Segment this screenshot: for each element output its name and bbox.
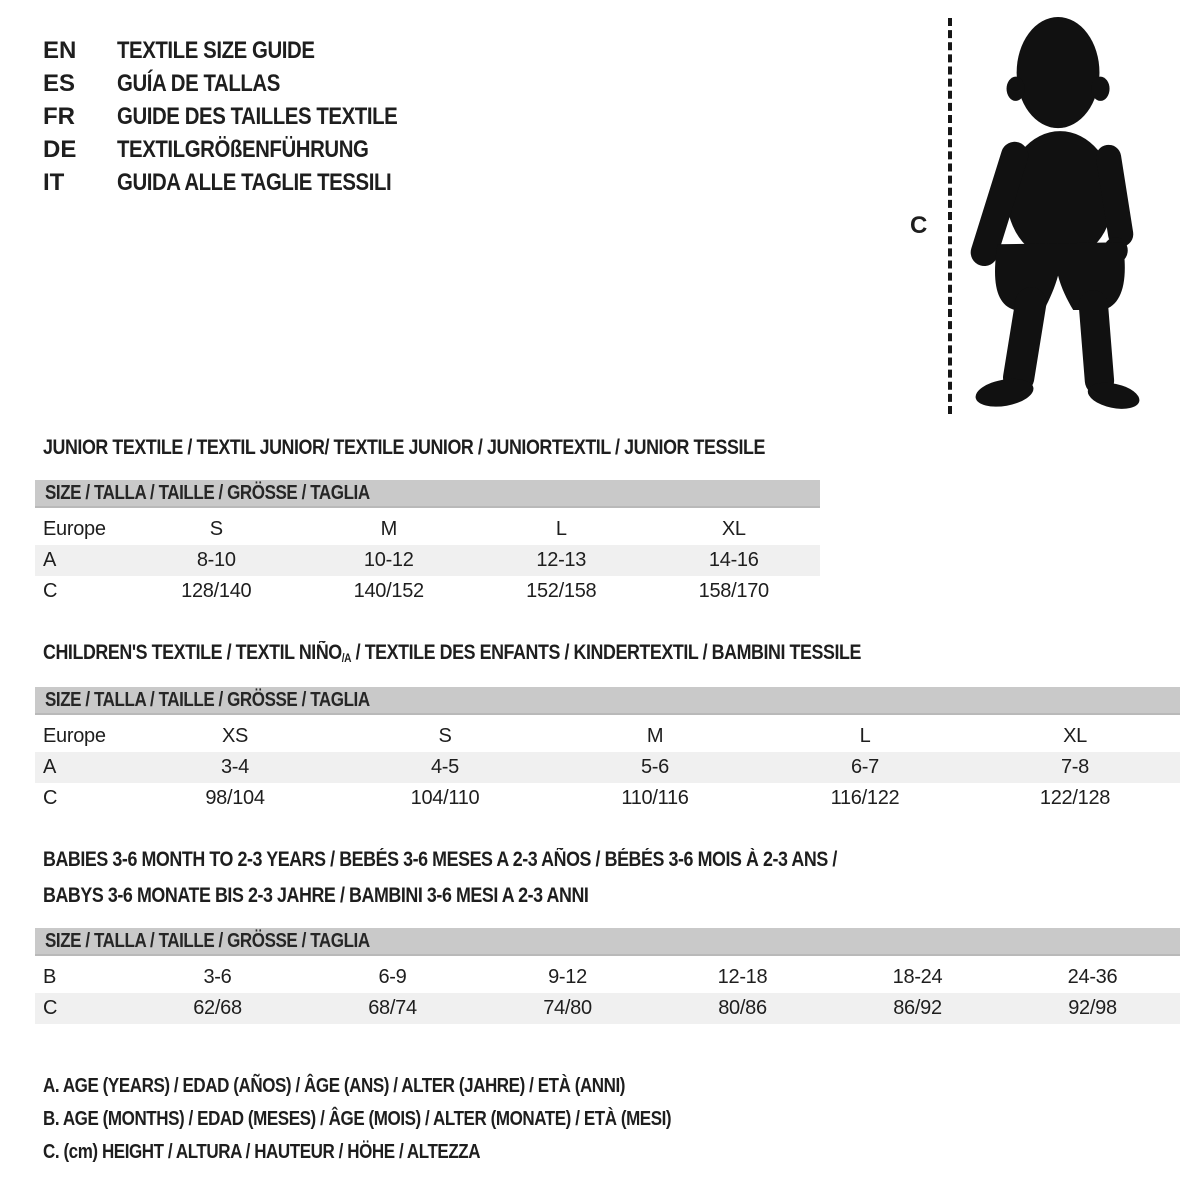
table-row-a — [35, 545, 820, 576]
size-cell: L — [859, 725, 871, 747]
legend-line-text: C. (cm) HEIGHT / ALTURA / HAUTEUR / HÖHE / ALTEZZA — [43, 1141, 481, 1163]
row-label: Europe — [43, 725, 106, 747]
title-segment: / TEXTILE DES ENFANTS / KINDERTEXTIL / BAMBINI TESSILE — [351, 641, 861, 664]
size-cell: 116/122 — [830, 787, 900, 809]
row-label: A — [43, 756, 57, 778]
section-title-text — [43, 842, 837, 878]
language-title-list — [43, 34, 447, 199]
size-cell: 62/68 — [193, 997, 242, 1019]
size-cell: 122/128 — [1039, 787, 1111, 809]
size-cell: 12-18 — [717, 966, 768, 988]
size-rows — [35, 721, 1180, 814]
size-cell: 80/86 — [718, 997, 767, 1019]
language-title — [117, 100, 447, 133]
height-measure-dashed-line — [948, 18, 952, 414]
size-cell: 5-6 — [640, 756, 669, 778]
row-label: C — [43, 997, 58, 1019]
section-title-babies — [35, 842, 1180, 878]
size-cell: 6-7 — [850, 756, 879, 778]
size-cell: 24-36 — [1067, 966, 1118, 988]
size-header-label: SIZE / TALLA / TAILLE / GRÖSSE / TAGLIA — [45, 481, 370, 504]
language-title-text: TEXTILGRÖßENFÜHRUNG — [117, 136, 369, 163]
language-title-text: GUÍA DE TALLAS — [117, 70, 280, 97]
row-label: Europe — [43, 518, 106, 540]
table-row-c — [35, 576, 820, 607]
table-row-europe — [35, 514, 820, 545]
size-cell: 152/158 — [526, 580, 597, 602]
size-cell: 10-12 — [363, 549, 414, 571]
size-cell: 68/74 — [368, 997, 417, 1019]
legend-line-c — [43, 1136, 1180, 1169]
language-title-text: TEXTILE SIZE GUIDE — [117, 37, 315, 64]
legend-line-a — [43, 1070, 1180, 1103]
size-cell: 128/140 — [181, 580, 252, 602]
title-subscript: /A — [341, 651, 352, 665]
size-cell: XL — [721, 518, 746, 540]
size-header-label: SIZE / TALLA / TAILLE / GRÖSSE / TAGLIA — [45, 929, 370, 952]
size-tables — [35, 430, 1180, 1024]
size-header-bar — [35, 687, 1180, 715]
size-cell: 74/80 — [543, 997, 592, 1019]
size-table-children — [35, 687, 1180, 814]
size-cell: 104/110 — [410, 787, 480, 809]
size-header-bar — [35, 928, 1180, 956]
language-code: DE — [43, 136, 77, 163]
language-row-en — [43, 34, 447, 67]
size-cell: M — [646, 725, 664, 747]
legend-line-text: A. AGE (YEARS) / EDAD (AÑOS) / ÂGE (ANS) / ALTER (JAHRE) / ETÀ (ANNI) — [43, 1075, 626, 1097]
language-title — [117, 34, 349, 67]
size-cell: 86/92 — [893, 997, 942, 1019]
size-table-junior — [35, 480, 820, 607]
row-label: C — [43, 580, 58, 602]
size-cell: 7-8 — [1060, 756, 1089, 778]
language-code: IT — [43, 169, 65, 196]
size-table-babies — [35, 928, 1180, 1024]
size-cell: L — [555, 518, 567, 540]
size-cell: 12-13 — [536, 549, 587, 571]
language-row-de — [43, 133, 447, 166]
toddler-silhouette-icon — [962, 12, 1144, 416]
title-segment: JUNIOR TEXTILE / TEXTIL JUNIOR/ TEXTILE JUNIOR / JUNIORTEXTIL / JUNIOR TESSILE — [43, 436, 765, 459]
language-code: FR — [43, 103, 75, 130]
table-row-b — [35, 962, 1180, 993]
legend-line-b — [43, 1103, 1180, 1136]
size-header-label: SIZE / TALLA / TAILLE / GRÖSSE / TAGLIA — [45, 688, 370, 711]
size-header-bar — [35, 480, 820, 508]
title-segment: CHILDREN'S TEXTILE / TEXTIL NIÑO — [43, 641, 342, 664]
row-label: C — [43, 787, 58, 809]
section-children — [35, 635, 1180, 814]
language-title — [117, 133, 413, 166]
height-measure-label: C — [910, 212, 928, 239]
size-cell: 140/152 — [353, 580, 424, 602]
language-code: ES — [43, 70, 76, 97]
size-cell: S — [438, 725, 452, 747]
size-cell: 14-16 — [708, 549, 759, 571]
section-title-text — [43, 430, 765, 466]
size-cell: 18-24 — [892, 966, 943, 988]
title-segment: BABIES 3-6 MONTH TO 2-3 YEARS / BEBÉS 3-6 MESES A 2-3 AÑOS / BÉBÉS 3-6 MOIS À 2-3 ANS / — [43, 848, 837, 871]
table-row-c — [35, 993, 1180, 1024]
legend-line-text: B. AGE (MONTHS) / EDAD (MESES) / ÂGE (MOIS) / ALTER (MONATE) / ETÀ (MESI) — [43, 1108, 672, 1130]
table-row-a — [35, 752, 1180, 783]
size-cell: 158/170 — [698, 580, 769, 602]
size-cell: 9-12 — [548, 966, 587, 988]
language-code: EN — [43, 37, 77, 64]
language-title — [117, 67, 309, 100]
section-babies — [35, 842, 1180, 1024]
size-cell: 98/104 — [205, 787, 265, 809]
section-title-text: BABYS 3-6 MONATE BIS 2-3 JAHRE / BAMBINI 3-6 MESI A 2-3 ANNI — [43, 884, 589, 907]
language-title-text: GUIDA ALLE TAGLIE TESSILI — [117, 169, 392, 196]
section-title-junior — [35, 430, 1180, 466]
section-title-children — [35, 635, 1180, 673]
row-label: B — [43, 966, 57, 988]
row-label: A — [43, 549, 57, 571]
language-title-text: GUIDE DES TAILLES TEXTILE — [117, 103, 398, 130]
size-tables-content — [35, 430, 1180, 1169]
legend — [35, 1070, 1180, 1169]
size-cell: 3-4 — [220, 756, 249, 778]
table-row-europe — [35, 721, 1180, 752]
size-rows — [35, 962, 1180, 1024]
language-row-it — [43, 166, 447, 199]
size-cell: XS — [221, 725, 249, 747]
size-rows — [35, 514, 820, 607]
table-row-c — [35, 783, 1180, 814]
size-cell: 8-10 — [196, 549, 236, 571]
section-title-text — [43, 635, 861, 673]
language-row-es — [43, 67, 447, 100]
language-title — [117, 166, 440, 199]
size-cell: 110/116 — [621, 787, 689, 809]
section-junior — [35, 430, 1180, 607]
size-cell: M — [380, 518, 397, 540]
size-cell: 3-6 — [203, 966, 232, 988]
section-title-babies-line2 — [35, 878, 1180, 914]
size-cell: 6-9 — [378, 966, 407, 988]
size-cell: S — [209, 518, 223, 540]
size-cell: 4-5 — [430, 756, 459, 778]
language-row-fr — [43, 100, 447, 133]
size-cell: 92/98 — [1068, 997, 1117, 1019]
size-cell: XL — [1063, 725, 1087, 747]
